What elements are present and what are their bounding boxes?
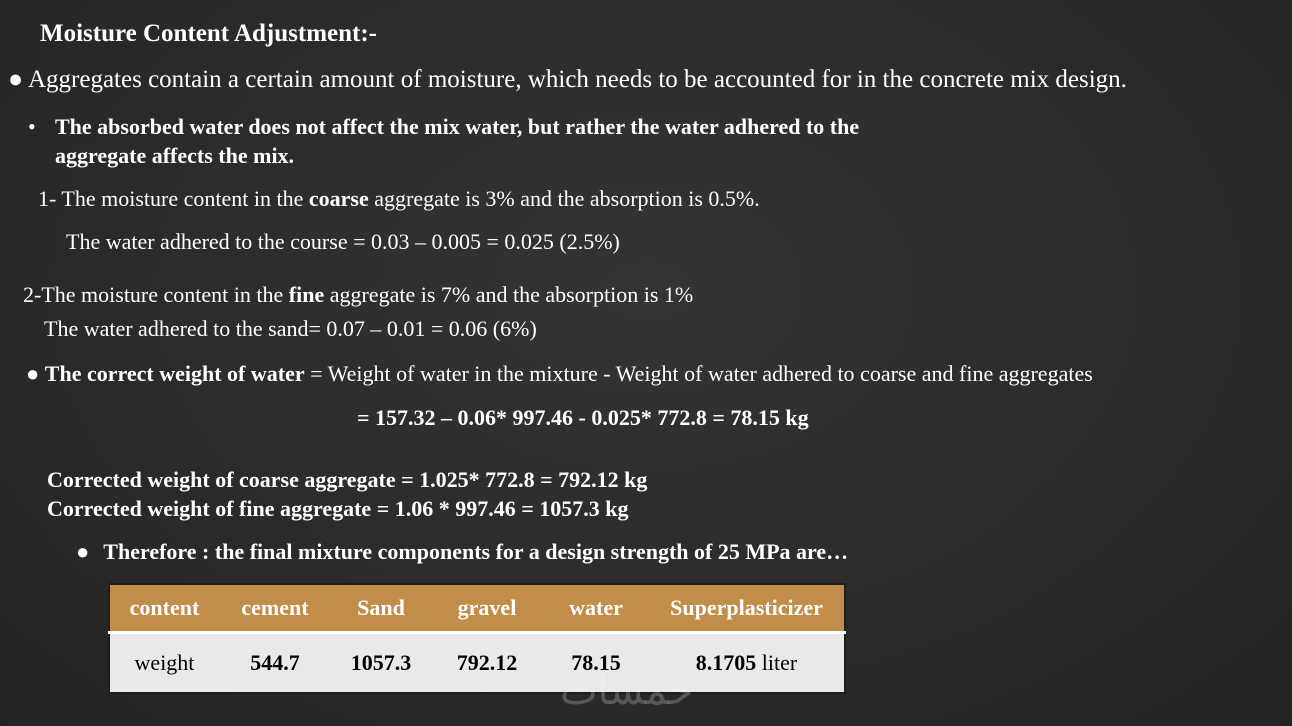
header-gravel: gravel	[431, 584, 543, 633]
header-content: content	[109, 584, 219, 633]
bullet-marker: ●	[26, 361, 40, 386]
cell-sand: 1057.3	[331, 633, 431, 694]
header-cement: cement	[219, 584, 331, 633]
bullet-marker: •	[28, 114, 36, 139]
sp-value: 8.1705	[695, 650, 757, 675]
bullet-marker: ●	[8, 66, 24, 93]
header-superplasticizer: Superplasticizer	[649, 584, 845, 633]
coarse-bold: coarse	[308, 186, 369, 211]
coarse-moisture-line	[38, 186, 760, 212]
bullet-absorbed-water	[28, 112, 859, 170]
header-sand: Sand	[331, 584, 431, 633]
corrected-coarse: Corrected weight of coarse aggregate = 1.025* 772.8 = 792.12 kg	[47, 467, 648, 492]
corrected-weights	[47, 465, 647, 523]
corrected-fine: Corrected weight of fine aggregate = 1.06 * 997.46 = 1057.3 kg	[47, 496, 629, 521]
fine-bold: fine	[288, 282, 325, 307]
table-row	[109, 633, 845, 694]
therefore-line	[76, 539, 848, 565]
correct-water-rest: = Weight of water in the mixture - Weight of water adhered to coarse and fine aggregates	[304, 361, 1093, 386]
cell-water: 78.15	[543, 633, 649, 694]
coarse-prefix: 1- The moisture content in the	[38, 186, 309, 211]
header-water: water	[543, 584, 649, 633]
water-equation: = 157.32 – 0.06* 997.46 - 0.025* 772.8 = 78.15 kg	[357, 405, 809, 430]
slide-title: Moisture Content Adjustment:-	[40, 20, 378, 47]
watermark-logo: خمسات	[560, 668, 694, 714]
correct-water-line	[26, 361, 1093, 387]
cell-gravel: 792.12	[431, 633, 543, 694]
bullet-marker: ●	[76, 539, 90, 564]
therefore-text: Therefore : the final mixture components for a design strength of 25 MPa are…	[103, 539, 849, 564]
cell-cement: 544.7	[219, 633, 331, 694]
fine-adhered-line: The water adhered to the sand= 0.07 – 0.01 = 0.06 (6%)	[44, 316, 537, 341]
mix-components-table	[108, 583, 846, 694]
fine-moisture-line	[23, 282, 693, 308]
bullet-moisture-intro	[8, 66, 1127, 94]
sp-unit: liter	[756, 650, 798, 675]
coarse-suffix: aggregate is 3% and the absorption is 0.5%.	[368, 186, 760, 211]
bullet-text: Aggregates contain a certain amount of moisture, which needs to be accounted for in the concrete mix design.	[27, 66, 1127, 93]
fine-suffix: aggregate is 7% and the absorption is 1%	[324, 282, 694, 307]
table-header-row	[109, 584, 845, 633]
correct-water-bold: The correct weight of water	[44, 361, 305, 386]
cell-weight-label: weight	[109, 633, 219, 694]
fine-prefix: 2-The moisture content in the	[23, 282, 289, 307]
coarse-adhered-line: The water adhered to the course = 0.03 – 0.005 = 0.025 (2.5%)	[66, 229, 620, 254]
bullet-line-1: The absorbed water does not affect the mix water, but rather the water adhered to the	[55, 114, 860, 139]
bullet-line-2: aggregate affects the mix.	[55, 143, 295, 168]
